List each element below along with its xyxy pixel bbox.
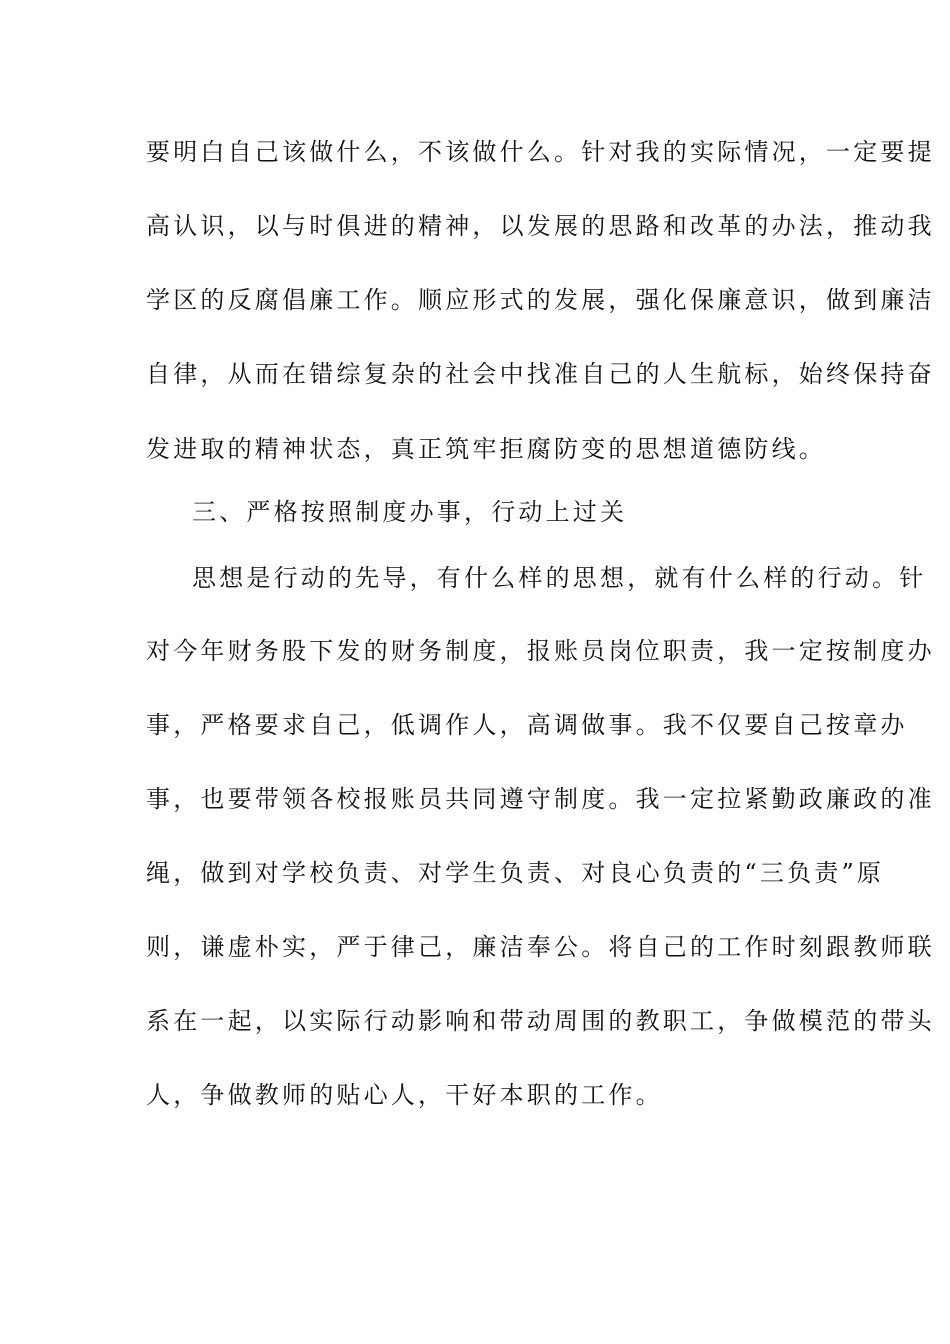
- paragraph-2-line-4: 事，也要带领各校报账员共同遵守制度。我一定拉紧勤政廉政的准: [146, 785, 935, 813]
- paragraph-1-line-1: 要明白自己该做什么，不该做什么。针对我的实际情况，一定要提: [146, 138, 935, 166]
- paragraph-2-line-1: 思想是行动的先导，有什么样的思想，就有什么样的行动。针: [192, 564, 927, 592]
- paragraph-2-line-2: 对今年财务股下发的财务制度，报账员岗位职责，我一定按制度办: [146, 637, 935, 665]
- paragraph-2-line-8: 人，争做教师的贴心人，干好本职的工作。: [146, 1081, 663, 1109]
- section-heading: 三、严格按照制度办事，行动上过关: [192, 498, 628, 526]
- paragraph-2-line-5: 绳，做到对学校负责、对学生负责、对良心负责的“三负责”原: [146, 859, 885, 887]
- paragraph-1-line-4: 自律，从而在错综复杂的社会中找准自己的人生航标，始终保持奋: [146, 360, 935, 388]
- paragraph-1-line-2: 高认识，以与时俱进的精神，以发展的思路和改革的办法，推动我: [146, 212, 935, 240]
- paragraph-2-line-3: 事，严格要求自己，低调作人，高调做事。我不仅要自己按章办: [146, 711, 908, 739]
- paragraph-1-line-3: 学区的反腐倡廉工作。顺应形式的发展，强化保廉意识，做到廉洁: [146, 286, 935, 314]
- paragraph-2-line-6: 则，谦虚朴实，严于律己，廉洁奉公。将自己的工作时刻跟教师联: [146, 933, 935, 961]
- paragraph-2-line-7: 系在一起，以实际行动影响和带动周围的教职工，争做模范的带头: [146, 1007, 935, 1035]
- paragraph-1-line-5: 发进取的精神状态，真正筑牢拒腐防变的思想道德防线。: [146, 435, 826, 463]
